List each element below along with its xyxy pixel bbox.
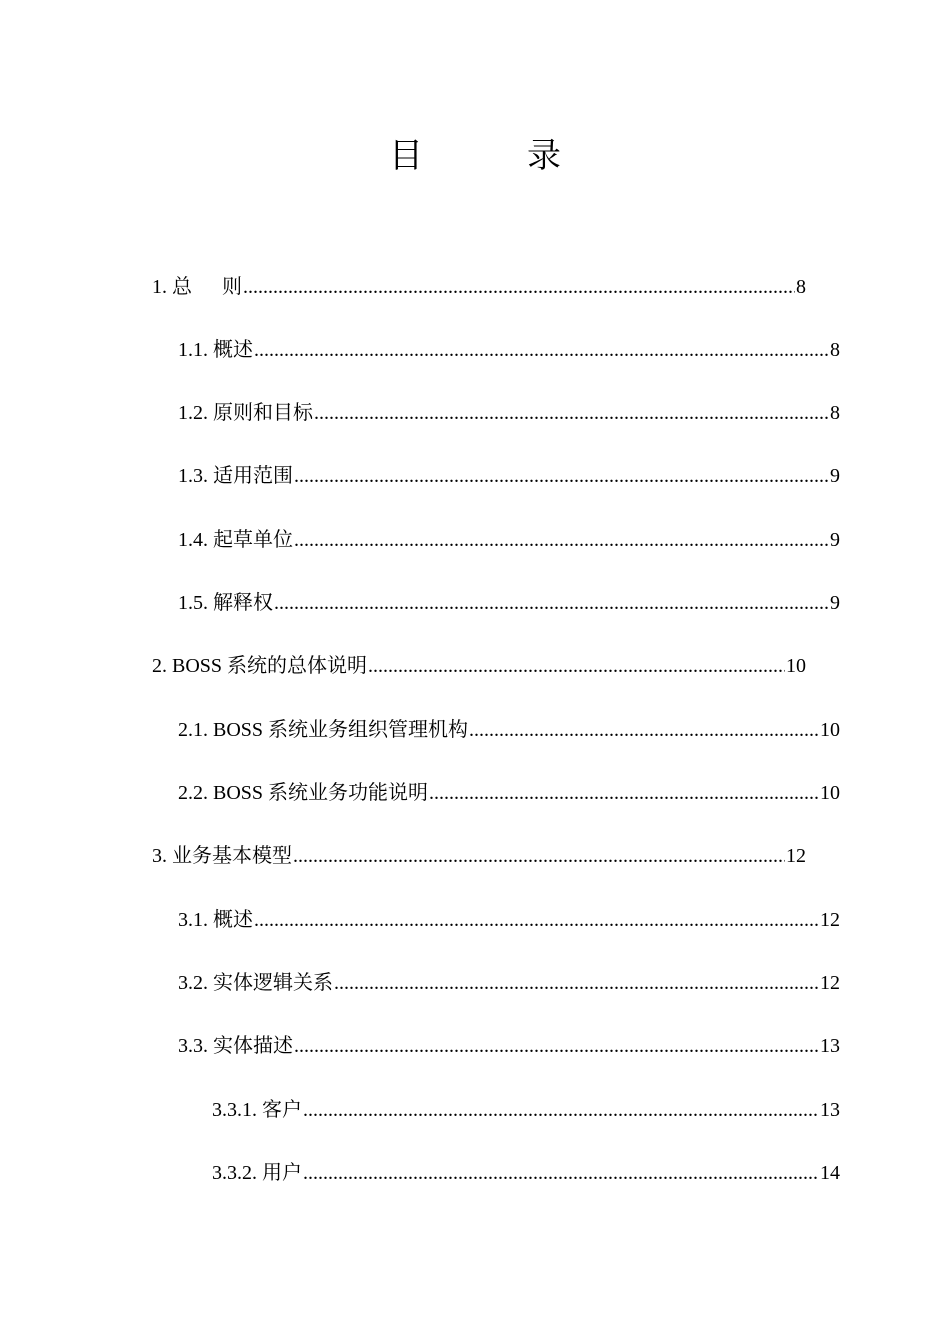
toc-dot-leader	[314, 400, 829, 426]
toc-entry-label-2: 则	[222, 276, 242, 298]
toc-entry-page: 10	[820, 782, 840, 804]
toc-entry-page: 12	[820, 909, 840, 931]
toc-entry-page: 13	[820, 1035, 840, 1057]
toc-entry-label: 1.3. 适用范围	[178, 465, 293, 487]
toc-entry[interactable]	[152, 843, 806, 869]
toc-entry-label: 3.3.2. 用户	[212, 1162, 302, 1184]
toc-entry-label: 3.2. 实体逻辑关系	[178, 972, 333, 994]
toc-entry-page: 10	[786, 655, 806, 677]
toc-entry-label: 1.4. 起草单位	[178, 529, 293, 551]
toc-entry-label: 3.3.1. 客户	[212, 1099, 302, 1121]
toc-dot-leader	[368, 653, 785, 679]
toc-entry-page: 8	[830, 402, 840, 424]
toc-entry-page: 13	[820, 1099, 840, 1121]
toc-entry-label: 3.3. 实体描述	[178, 1035, 293, 1057]
toc-dot-leader	[334, 970, 819, 996]
toc-entry[interactable]	[152, 274, 806, 300]
toc-entry-page: 9	[830, 529, 840, 551]
toc-entry-page: 12	[786, 845, 806, 867]
toc-entry-label: 1.5. 解释权	[178, 592, 273, 614]
toc-dot-leader	[303, 1097, 819, 1123]
toc-dot-leader	[293, 843, 785, 869]
toc-entry[interactable]	[178, 400, 840, 426]
toc-dot-leader	[429, 780, 819, 806]
toc-entry[interactable]	[178, 907, 840, 933]
toc-entry-page: 12	[820, 972, 840, 994]
toc-entry[interactable]	[178, 463, 840, 489]
toc-entry[interactable]	[212, 1160, 840, 1186]
toc-entry-label: 2.1. BOSS 系统业务组织管理机构	[178, 719, 469, 741]
toc-entry[interactable]	[178, 590, 840, 616]
toc-entry-page: 9	[830, 465, 840, 487]
toc-entry[interactable]	[178, 527, 840, 553]
title-char-1: 目	[389, 136, 423, 176]
toc-entry[interactable]	[178, 970, 840, 996]
toc-entry[interactable]	[178, 1033, 840, 1059]
toc-entry-label: 1. 总	[152, 276, 192, 298]
toc-entry-page: 8	[796, 276, 806, 298]
toc-entry-page: 14	[820, 1162, 840, 1184]
toc-dot-leader	[294, 463, 829, 489]
toc-entry-label: 1.2. 原则和目标	[178, 402, 313, 424]
toc-entry-label: 2.2. BOSS 系统业务功能说明	[178, 782, 429, 804]
toc-entry-page: 9	[830, 592, 840, 614]
toc-entry-label: 2. BOSS 系统的总体说明	[152, 655, 368, 677]
toc-entry[interactable]	[178, 717, 840, 743]
toc-entry-label: 1.1. 概述	[178, 339, 253, 361]
toc-entry[interactable]	[178, 780, 840, 806]
page-title	[0, 128, 950, 177]
toc-dot-leader	[294, 1033, 819, 1059]
toc-dot-leader	[254, 907, 819, 933]
toc-dot-leader	[274, 590, 829, 616]
toc-entry-label: 3.1. 概述	[178, 909, 253, 931]
toc-entry[interactable]	[178, 337, 840, 363]
toc-dot-leader	[243, 274, 795, 300]
title-char-2: 录	[527, 136, 561, 176]
toc-entry-label: 3. 业务基本模型	[152, 845, 292, 867]
toc-entry[interactable]	[212, 1097, 840, 1123]
toc-dot-leader	[303, 1160, 819, 1186]
toc-dot-leader	[294, 527, 829, 553]
toc-entry-page: 10	[820, 719, 840, 741]
toc-dot-leader	[469, 717, 819, 743]
toc-dot-leader	[254, 337, 829, 363]
toc-entry[interactable]	[152, 653, 806, 679]
toc-entry-page: 8	[830, 339, 840, 361]
